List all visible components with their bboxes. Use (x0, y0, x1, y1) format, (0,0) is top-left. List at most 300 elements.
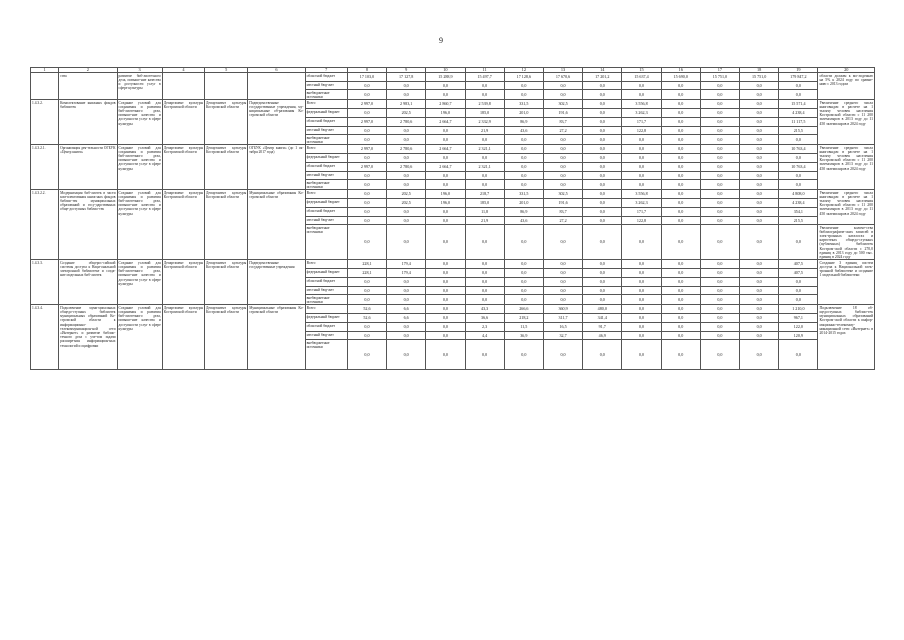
amount-cell: 0,0 (426, 225, 465, 260)
amount-cell: 0,0 (661, 305, 700, 314)
funding-source: федеральный бюджет (305, 314, 347, 323)
amount-cell: 0,0 (543, 260, 582, 269)
amount-cell: 0,0 (779, 172, 818, 180)
amount-cell: 0,0 (583, 190, 622, 199)
amount-cell: 6,6 (387, 305, 426, 314)
amount-cell: 0,0 (347, 225, 386, 260)
responsible-executor: Департамент культуры Костромской области (162, 190, 204, 260)
amount-cell: 0,0 (700, 332, 739, 340)
amount-cell: 202,5 (387, 199, 426, 208)
amount-cell: 0,0 (740, 127, 779, 135)
amount-cell: 179,4 (387, 260, 426, 269)
amount-cell: 43,6 (504, 127, 543, 135)
column-number: 18 (740, 68, 779, 73)
amount-cell: 0,0 (504, 260, 543, 269)
column-number: 7 (305, 68, 347, 73)
table-row (31, 145, 875, 154)
amount-cell: 0,0 (622, 163, 661, 172)
amount-cell: 43,6 (504, 217, 543, 225)
amount-cell: 202,5 (387, 109, 426, 118)
amount-cell: 2 983,1 (387, 100, 426, 109)
amount-cell: 0,0 (583, 199, 622, 208)
amount-cell: 2 997,0 (347, 118, 386, 127)
amount-cell: 311,7 (543, 314, 582, 323)
amount-cell: 0,0 (661, 109, 700, 118)
amount-cell: 0,0 (583, 217, 622, 225)
amount-cell: 0,0 (347, 287, 386, 295)
amount-cell: 3 262,3 (622, 109, 661, 118)
amount-cell: 0,0 (661, 199, 700, 208)
amount-cell: 10 763,4 (779, 145, 818, 154)
column-number: 6 (248, 68, 305, 73)
amount-cell: 0,0 (622, 305, 661, 314)
amount-cell: 0,0 (779, 295, 818, 305)
funding-source: Всего (305, 305, 347, 314)
amount-cell: 0,0 (583, 82, 622, 90)
column-number: 14 (583, 68, 622, 73)
amount-cell: 21,9 (465, 217, 504, 225)
amount-cell: 0,0 (779, 278, 818, 287)
amount-cell: 0,0 (583, 278, 622, 287)
amount-cell: 215,5 (779, 217, 818, 225)
amount-cell: 0,0 (661, 260, 700, 269)
measure-code: 1.4.3.4. (31, 305, 59, 370)
amount-cell: 0,0 (387, 323, 426, 332)
funding-source: местный бюд-жет (305, 127, 347, 135)
amount-cell: 0,0 (740, 190, 779, 199)
amount-cell: 218,7 (465, 190, 504, 199)
amount-cell: 967,1 (779, 314, 818, 323)
amount-cell: 0,0 (700, 199, 739, 208)
expected-result: Увеличение среднего числа книговыдач в расчете на 1 тысячу человек населения Костромской области с 11 200 экземпляров в 2013 году до 11 450 экземпляров в 2024 году (818, 190, 875, 225)
amount-cell: 27,2 (543, 217, 582, 225)
amount-cell: 0,0 (543, 287, 582, 295)
expected-result: Подключение 18 об-щедоступных библио-тек муниципальных образований Костром-ской области к инфор-мационно-телекомму-никационной сети «Интернет» в 2014-2015 годах (818, 305, 875, 370)
expected-result: Увеличение среднего числа книговыдач в расчете на 1 тысячу человек населения Костромской области с 11 200 экземпляров в 2013 году до 11 450 экземпляров в 2024 году (818, 100, 875, 145)
amount-cell: 0,0 (347, 217, 386, 225)
amount-cell: 0,0 (622, 180, 661, 190)
amount-cell: 0,0 (504, 135, 543, 145)
amount-cell: 0,0 (700, 154, 739, 163)
column-number: 13 (543, 68, 582, 73)
amount-cell: 185,0 (465, 109, 504, 118)
amount-cell: 122,0 (779, 323, 818, 332)
amount-cell: 0,0 (740, 295, 779, 305)
amount-cell: 0,0 (740, 145, 779, 154)
amount-cell: 0,0 (543, 225, 582, 260)
amount-cell: 0,0 (426, 260, 465, 269)
amount-cell: 0,0 (347, 323, 386, 332)
amount-cell: 0,0 (661, 278, 700, 287)
column-number: 15 (622, 68, 661, 73)
amount-cell: 0,0 (700, 118, 739, 127)
funding-source: областной бюджет (305, 73, 347, 82)
amount-cell: 0,0 (465, 180, 504, 190)
amount-cell: 0,0 (387, 295, 426, 305)
responsible-executor: Департамент культуры Костромской области (162, 145, 204, 190)
amount-cell: 0,0 (426, 295, 465, 305)
amount-cell: 0,0 (426, 340, 465, 370)
amount-cell: 0,0 (700, 305, 739, 314)
funds-recipient: Муниципальные образования Ко-стромской области (248, 190, 305, 260)
amount-cell: 331,5 (504, 100, 543, 109)
funding-source: Всего (305, 145, 347, 154)
measure-goal: Создание условий для сохранения и развития биб-лиотечного дела, повыше-ние качества и доступности услуг в сфере культуры (117, 100, 162, 145)
amount-cell: 0,0 (740, 118, 779, 127)
amount-cell: 0,0 (583, 145, 622, 154)
amount-cell: 0,0 (622, 323, 661, 332)
amount-cell: 0,0 (583, 225, 622, 260)
amount-cell: 0,0 (543, 90, 582, 100)
amount-cell: 0,0 (622, 287, 661, 295)
page-number: 9 (439, 36, 443, 45)
amount-cell: 0,0 (347, 295, 386, 305)
amount-cell: 4 238,4 (779, 109, 818, 118)
amount-cell: 11 117,5 (779, 118, 818, 127)
amount-cell: 15 497,7 (465, 73, 504, 82)
amount-cell: 0,0 (700, 100, 739, 109)
amount-cell: 0,0 (543, 154, 582, 163)
amount-cell: 2 997,0 (347, 145, 386, 154)
amount-cell: 0,0 (740, 172, 779, 180)
amount-cell: 10 763,4 (779, 163, 818, 172)
funding-source: местный бюд-жет (305, 217, 347, 225)
amount-cell: 3 556,8 (622, 100, 661, 109)
amount-cell: 0,0 (465, 278, 504, 287)
amount-cell: 0,0 (387, 172, 426, 180)
amount-cell: 0,0 (387, 217, 426, 225)
amount-cell: 0,0 (740, 90, 779, 100)
amount-cell: 196,0 (426, 109, 465, 118)
column-number: 19 (779, 68, 818, 73)
amount-cell: 0,0 (661, 208, 700, 217)
amount-cell: 0,0 (740, 340, 779, 370)
amount-cell: 0,0 (740, 154, 779, 163)
amount-cell: 0,0 (387, 340, 426, 370)
amount-cell: 11,8 (465, 208, 504, 217)
amount-cell: 0,0 (661, 154, 700, 163)
amount-cell: 2 321,1 (465, 163, 504, 172)
amount-cell: 331,5 (504, 190, 543, 199)
funding-source: внебюджетные источники (305, 90, 347, 100)
amount-cell: 0,0 (504, 163, 543, 172)
column-number: 1 (31, 68, 59, 73)
amount-cell: 0,0 (740, 180, 779, 190)
funding-source: местный бюд-жет (305, 332, 347, 340)
amount-cell: 0,0 (347, 82, 386, 90)
amount-cell: 2 780,6 (387, 145, 426, 154)
program-finance-table (30, 67, 875, 370)
amount-cell: 0,0 (779, 340, 818, 370)
amount-cell: 0,0 (426, 154, 465, 163)
amount-cell: 0,0 (465, 340, 504, 370)
responsible-executor (162, 73, 204, 100)
amount-cell: 3 262,3 (622, 199, 661, 208)
amount-cell: 21,9 (465, 127, 504, 135)
amount-cell: 17 201,2 (583, 73, 622, 82)
amount-cell: 354,1 (779, 208, 818, 217)
amount-cell: 15 637,4 (622, 73, 661, 82)
funding-source: областной бюджет (305, 163, 347, 172)
funding-source: федеральный бюджет (305, 109, 347, 118)
column-number: 5 (205, 68, 248, 73)
amount-cell: 0,0 (661, 100, 700, 109)
amount-cell: 0,0 (504, 340, 543, 370)
amount-cell: 302,5 (543, 190, 582, 199)
amount-cell: 0,0 (543, 340, 582, 370)
amount-cell: 83,7 (543, 208, 582, 217)
amount-cell: 0,0 (426, 278, 465, 287)
amount-cell: 0,0 (622, 225, 661, 260)
amount-cell: 0,0 (583, 295, 622, 305)
amount-cell: 0,0 (700, 163, 739, 172)
amount-cell: 0,0 (622, 135, 661, 145)
measure-code (31, 73, 59, 100)
amount-cell: 0,0 (661, 225, 700, 260)
amount-cell: 0,0 (779, 154, 818, 163)
amount-cell: 0,0 (504, 287, 543, 295)
amount-cell: 0,0 (740, 278, 779, 287)
amount-cell: 0,0 (700, 295, 739, 305)
amount-cell: 0,0 (543, 135, 582, 145)
amount-cell: 0,0 (347, 154, 386, 163)
co-executor: Департамент культуры Костромской области (205, 305, 248, 370)
amount-cell: 2 664,7 (426, 163, 465, 172)
amount-cell: 0,0 (740, 135, 779, 145)
amount-cell: 0,0 (622, 295, 661, 305)
amount-cell: 0,0 (700, 340, 739, 370)
amount-cell: 215,5 (779, 127, 818, 135)
amount-cell: 0,0 (661, 190, 700, 199)
amount-cell: 120,9 (779, 332, 818, 340)
amount-cell: 0,0 (426, 217, 465, 225)
amount-cell: 0,0 (387, 82, 426, 90)
amount-cell: 0,0 (700, 180, 739, 190)
funding-source: внебюджетные источники (305, 225, 347, 260)
amount-cell: 0,0 (543, 163, 582, 172)
amount-cell: 0,0 (622, 314, 661, 323)
amount-cell: 0,0 (465, 172, 504, 180)
funding-source: внебюджетные источники (305, 135, 347, 145)
funds-recipient: Муниципальные образования Ко-стромской области (248, 305, 305, 370)
amount-cell: 228,1 (347, 269, 386, 278)
amount-cell: 36,9 (504, 332, 543, 340)
amount-cell: 0,0 (426, 180, 465, 190)
amount-cell: 0,0 (426, 287, 465, 295)
amount-cell: 0,0 (583, 260, 622, 269)
amount-cell: 0,0 (740, 109, 779, 118)
column-number: 8 (347, 68, 386, 73)
amount-cell: 0,0 (583, 172, 622, 180)
amount-cell: 0,0 (504, 225, 543, 260)
amount-cell: 17 128,6 (504, 73, 543, 82)
amount-cell: 0,0 (740, 100, 779, 109)
amount-cell: 0,0 (426, 172, 465, 180)
amount-cell: 191,6 (543, 109, 582, 118)
amount-cell: 0,0 (583, 180, 622, 190)
amount-cell: 46,9 (583, 332, 622, 340)
co-executor (205, 73, 248, 100)
table-row (31, 305, 875, 314)
amount-cell: 0,0 (779, 287, 818, 295)
amount-cell: 0,0 (622, 340, 661, 370)
co-executor: Департамент культуры Костромской области (205, 260, 248, 305)
measure-goal: Создание условий для сохранения и развития биб-лиотечного дела, повыше-ние качества и доступности услуг в сфере культуры (117, 305, 162, 370)
amount-cell: 0,0 (387, 135, 426, 145)
measure-goal: развитие биб-лиотечного дела, повыше-ние качества и доступности услуг в сфере культуры (117, 73, 162, 100)
amount-cell: 0,0 (740, 323, 779, 332)
amount-cell: 0,0 (740, 217, 779, 225)
expected-result-2: Увеличение количе-ства библиографиче-ских записей в элек-тронных каталогах и картотеках общедо-ступных (публичных) библиотек Костром-ской области с 270,0 единиц в 2013 году до 500 тыс. единиц в 2024 году (819, 225, 873, 259)
amount-cell: 0,0 (465, 90, 504, 100)
amount-cell: 0,0 (700, 109, 739, 118)
funding-source: Всего (305, 190, 347, 199)
amount-cell: 2 860,7 (426, 100, 465, 109)
funding-source: Всего (305, 100, 347, 109)
funding-source: федеральный бюджет (305, 199, 347, 208)
amount-cell: 302,5 (543, 100, 582, 109)
amount-cell: 83,7 (543, 118, 582, 127)
amount-cell: 0,0 (387, 90, 426, 100)
amount-cell: 185,0 (465, 199, 504, 208)
amount-cell: 0,0 (661, 90, 700, 100)
amount-cell: 0,0 (661, 163, 700, 172)
amount-cell: 0,0 (740, 269, 779, 278)
amount-cell: 0,0 (387, 127, 426, 135)
amount-cell: 0,0 (622, 332, 661, 340)
amount-cell: 0,0 (583, 109, 622, 118)
amount-cell: 0,0 (740, 208, 779, 217)
amount-cell: 2 332,9 (465, 118, 504, 127)
amount-cell: 0,0 (779, 225, 818, 260)
amount-cell: 480,0 (583, 305, 622, 314)
amount-cell: 0,0 (700, 287, 739, 295)
funding-source: местный бюд-жет (305, 172, 347, 180)
amount-cell: 0,0 (740, 305, 779, 314)
column-number: 20 (818, 68, 875, 73)
amount-cell: 17 127,8 (387, 73, 426, 82)
funds-recipient: Подведомственные государственные учреждения, му-ниципальные об-разования Ко-стромской области (248, 100, 305, 145)
funding-source: Всего (305, 260, 347, 269)
funding-source: местный бюд-жет (305, 82, 347, 90)
amount-cell: 32,7 (543, 332, 582, 340)
amount-cell: 0,0 (426, 208, 465, 217)
expected-result: Создание 3 единиц систем доступа к Национальной элек-тронной библиотеке и создание 1 модельной библиотеки (818, 260, 875, 305)
amount-cell: 0,0 (583, 118, 622, 127)
funds-recipient (248, 73, 305, 100)
amount-cell: 0,0 (347, 332, 386, 340)
amount-cell: 2 539,8 (465, 100, 504, 109)
amount-cell: 0,0 (661, 127, 700, 135)
amount-cell: 27,2 (543, 127, 582, 135)
amount-cell: 0,0 (583, 287, 622, 295)
amount-cell: 17 670,6 (543, 73, 582, 82)
amount-cell: 0,0 (583, 269, 622, 278)
amount-cell: 0,0 (583, 163, 622, 172)
table-row (31, 260, 875, 269)
amount-cell: 0,0 (387, 278, 426, 287)
column-number: 10 (426, 68, 465, 73)
amount-cell: 0,0 (700, 127, 739, 135)
amount-cell: 0,0 (622, 154, 661, 163)
amount-cell: 196,0 (426, 199, 465, 208)
amount-cell: 0,0 (347, 278, 386, 287)
amount-cell: 2 321,1 (465, 145, 504, 154)
amount-cell: 15 751,0 (740, 73, 779, 82)
amount-cell: 179 847,2 (779, 73, 818, 82)
amount-cell: 0,0 (347, 127, 386, 135)
amount-cell: 0,0 (583, 90, 622, 100)
amount-cell: 0,0 (622, 278, 661, 287)
amount-cell: 0,0 (622, 90, 661, 100)
amount-cell: 0,0 (700, 190, 739, 199)
amount-cell: 0,0 (504, 278, 543, 287)
amount-cell: 0,0 (740, 314, 779, 323)
amount-cell: 191,6 (543, 199, 582, 208)
amount-cell: 0,0 (543, 82, 582, 90)
amount-cell: 2 664,7 (426, 145, 465, 154)
amount-cell: 52,6 (347, 314, 386, 323)
amount-cell: 0,0 (700, 269, 739, 278)
amount-cell: 4,4 (465, 332, 504, 340)
amount-cell: 0,0 (504, 269, 543, 278)
amount-cell: 2 997,0 (347, 163, 386, 172)
amount-cell: 43,3 (465, 305, 504, 314)
amount-cell: 0,0 (583, 208, 622, 217)
amount-cell: 0,0 (543, 145, 582, 154)
amount-cell: 0,0 (740, 199, 779, 208)
measure-name: ства (59, 73, 117, 100)
amount-cell: 0,0 (700, 145, 739, 154)
amount-cell: 2 997,0 (347, 100, 386, 109)
amount-cell: 15 571,4 (779, 100, 818, 109)
amount-cell: 0,0 (504, 180, 543, 190)
amount-cell: 0,0 (700, 225, 739, 260)
amount-cell: 2 780,6 (387, 118, 426, 127)
amount-cell: 4 238,4 (779, 199, 818, 208)
amount-cell: 0,0 (504, 145, 543, 154)
amount-cell: 0,0 (504, 172, 543, 180)
amount-cell: 0,0 (426, 305, 465, 314)
amount-cell: 11,5 (504, 323, 543, 332)
amount-cell: 201,0 (504, 199, 543, 208)
amount-cell: 0,0 (661, 135, 700, 145)
amount-cell: 341,4 (583, 314, 622, 323)
amount-cell: 0,0 (387, 180, 426, 190)
amount-cell: 0,0 (779, 90, 818, 100)
co-executor: Департамент культуры Костромской области (205, 100, 248, 145)
amount-cell: 0,0 (426, 314, 465, 323)
amount-cell: 17 103,0 (347, 73, 386, 82)
amount-cell: 15 751,0 (700, 73, 739, 82)
amount-cell: 0,0 (426, 135, 465, 145)
amount-cell: 0,0 (661, 332, 700, 340)
expected-result: области должен к мо-лодежью на 5% к 2024 году по сравне-нию с 2013 годом (818, 73, 875, 100)
amount-cell: 0,0 (779, 82, 818, 90)
amount-cell: 0,0 (465, 287, 504, 295)
amount-cell: 0,0 (740, 260, 779, 269)
amount-cell: 0,0 (426, 82, 465, 90)
amount-cell: 0,0 (622, 172, 661, 180)
amount-cell: 3 556,8 (622, 190, 661, 199)
amount-cell: 0,0 (543, 278, 582, 287)
amount-cell: 0,0 (622, 82, 661, 90)
table-row (31, 100, 875, 109)
amount-cell: 2,3 (465, 323, 504, 332)
funding-source: внебюджетные источники (305, 340, 347, 370)
measure-name: Организация дея-тельности ОГБУК «Центр книги» (59, 145, 117, 190)
amount-cell: 0,0 (347, 135, 386, 145)
